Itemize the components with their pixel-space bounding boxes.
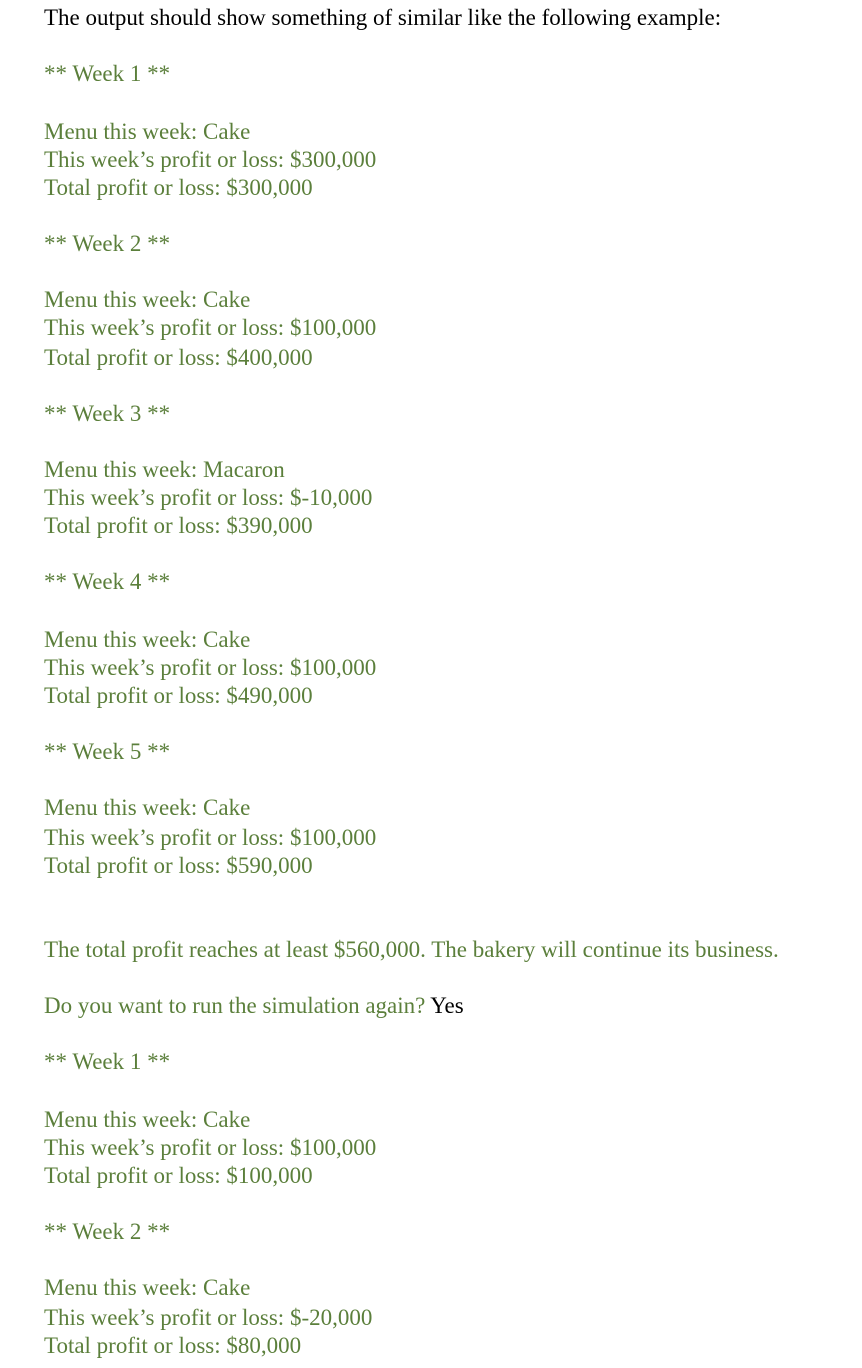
total-profit-line: Total profit or loss: $100,000 [44, 1163, 313, 1188]
week-header: ** Week 5 ** [44, 739, 171, 764]
total-profit-line: Total profit or loss: $490,000 [44, 683, 313, 708]
menu-line: Menu this week: Cake [44, 1107, 251, 1132]
week-header: ** Week 3 ** [44, 401, 171, 426]
menu-line: Menu this week: Cake [44, 627, 251, 652]
total-profit-line: Total profit or loss: $400,000 [44, 345, 313, 370]
week-profit-line: This week’s profit or loss: $100,000 [44, 655, 377, 680]
menu-line: Menu this week: Cake [44, 119, 251, 144]
week-profit-line: This week’s profit or loss: $-10,000 [44, 485, 373, 510]
user-answer: Yes [430, 993, 464, 1018]
week-header: ** Week 1 ** [44, 1049, 171, 1074]
menu-line: Menu this week: Cake [44, 1275, 251, 1300]
week-header: ** Week 1 ** [44, 61, 171, 86]
week-header: ** Week 2 ** [44, 231, 171, 256]
week-profit-line: This week’s profit or loss: $-20,000 [44, 1305, 373, 1330]
week-profit-line: This week’s profit or loss: $100,000 [44, 1135, 377, 1160]
total-profit-line: Total profit or loss: $390,000 [44, 513, 313, 538]
total-profit-line: Total profit or loss: $590,000 [44, 853, 313, 878]
total-profit-line: Total profit or loss: $300,000 [44, 175, 313, 200]
week-profit-line: This week’s profit or loss: $100,000 [44, 315, 377, 340]
rerun-prompt: Do you want to run the simulation again? [44, 993, 431, 1018]
rerun-prompt-line [44, 992, 464, 1020]
menu-line: Menu this week: Cake [44, 287, 251, 312]
week-header: ** Week 2 ** [44, 1219, 171, 1244]
week-profit-line: This week’s profit or loss: $100,000 [44, 825, 377, 850]
intro-text: The output should show something of similar like the following example: [44, 5, 722, 30]
total-profit-line: Total profit or loss: $80,000 [44, 1333, 302, 1358]
week-header: ** Week 4 ** [44, 569, 171, 594]
week-profit-line: This week’s profit or loss: $300,000 [44, 147, 377, 172]
summary-message: The total profit reaches at least $560,000. The bakery will continue its business. [44, 937, 779, 962]
menu-line: Menu this week: Cake [44, 795, 251, 820]
menu-line: Menu this week: Macaron [44, 457, 285, 482]
